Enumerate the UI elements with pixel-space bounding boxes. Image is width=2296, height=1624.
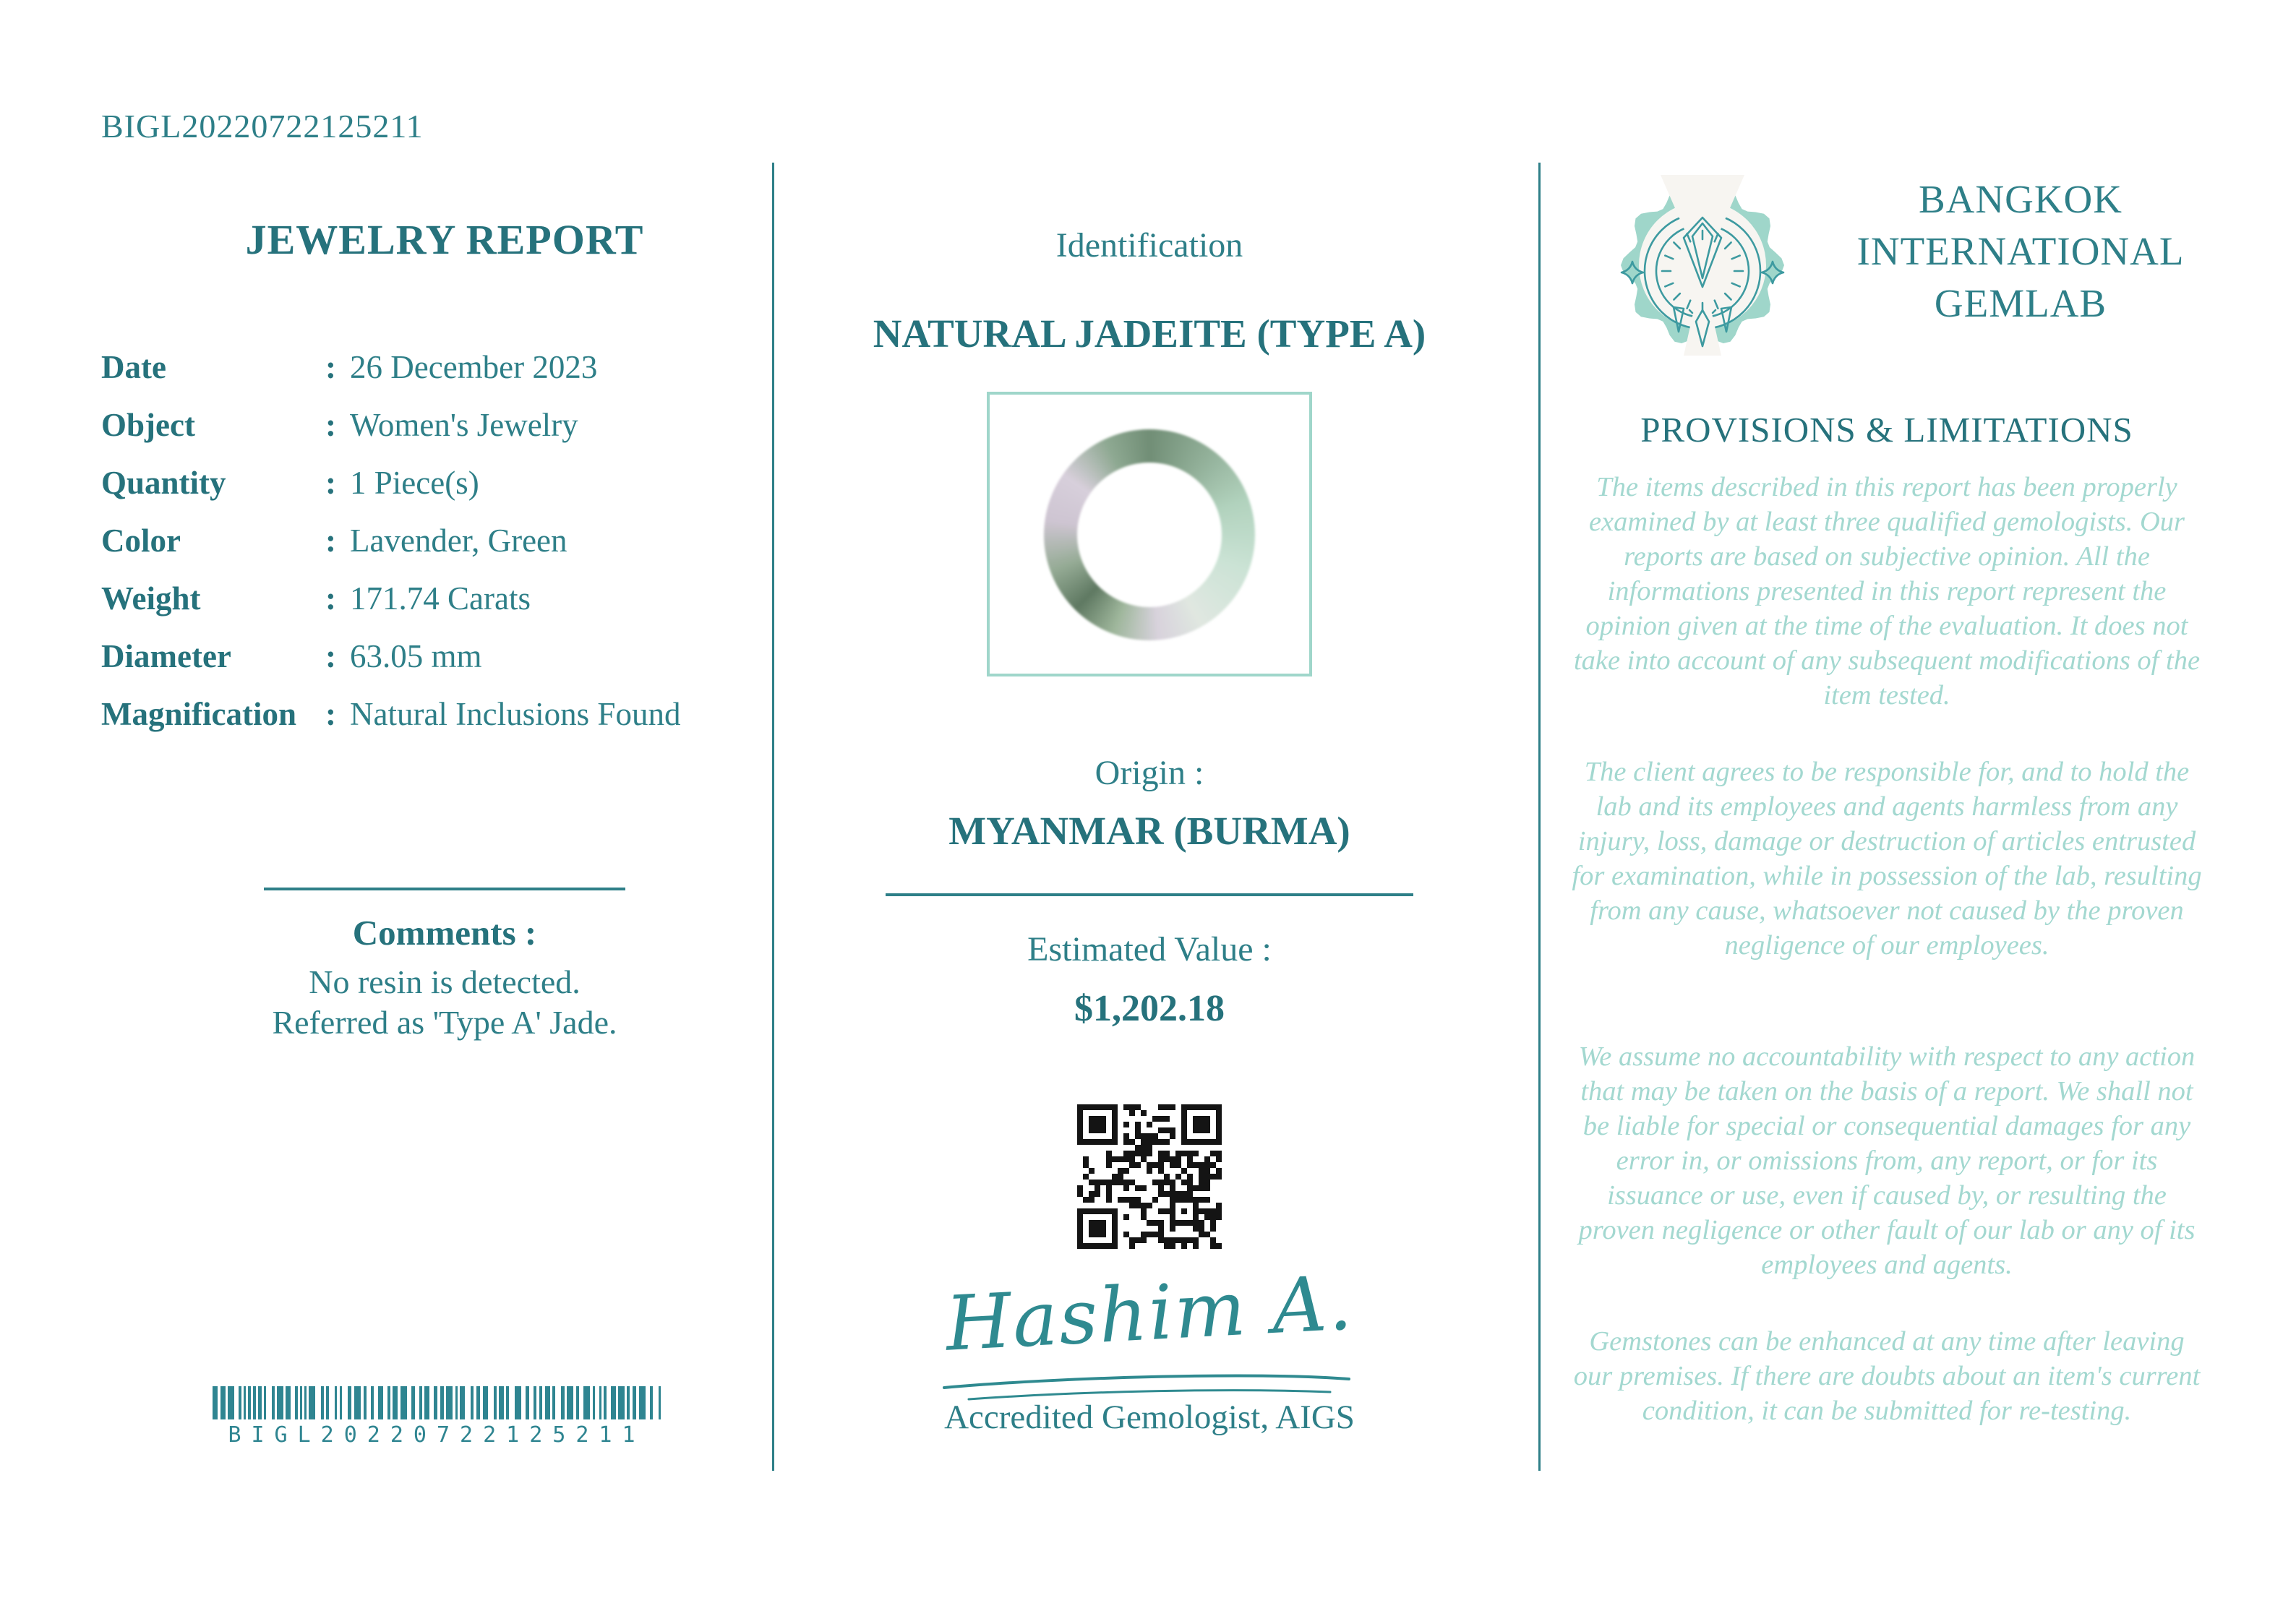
detail-label: Weight — [101, 580, 201, 616]
report-title: JEWELRY REPORT — [245, 216, 644, 263]
detail-value: Women's Jewelry — [350, 407, 578, 443]
detail-label: Quantity — [101, 465, 226, 501]
provisions-paragraph: The client agrees to be responsible for, and to hold the lab and its employees and agents harmless from any injury, loss, damage or destruction of articles entrusted for examination, while in possession of the lab, resulting from any cause, whatsoever not caused by the proven negligence of our employees. — [1572, 757, 2202, 961]
detail-label: Object — [101, 407, 195, 443]
comments-divider — [264, 888, 625, 890]
detail-row — [101, 396, 788, 454]
detail-label: Date — [101, 349, 166, 385]
comment-line: Referred as 'Type A' Jade. — [272, 1004, 617, 1041]
report-details-section — [101, 0, 788, 1624]
detail-colon: : — [325, 407, 336, 443]
detail-label: Color — [101, 523, 181, 559]
lab-name-line: GEMLAB — [1934, 281, 2107, 325]
gemlab-logo — [1612, 175, 1793, 356]
barcode — [213, 1386, 661, 1448]
signatory-title: Accredited Gemologist, AIGS — [944, 1399, 1355, 1436]
detail-colon: : — [325, 638, 336, 674]
detail-label: Diameter — [101, 638, 231, 674]
identification-section — [795, 0, 1504, 1624]
identification-result: NATURAL JADEITE (TYPE A) — [873, 312, 1426, 356]
detail-colon: : — [325, 696, 336, 732]
detail-colon: : — [325, 349, 336, 385]
detail-row — [101, 627, 788, 685]
jade-bangle-photo — [1044, 429, 1255, 640]
lab-name — [1836, 173, 2205, 330]
necklace-icon — [1622, 175, 1783, 356]
detail-row — [101, 512, 788, 570]
details-table — [101, 338, 788, 743]
detail-colon: : — [325, 523, 336, 559]
detail-value: Natural Inclusions Found — [350, 696, 681, 732]
estimated-value-label: Estimated Value : — [1027, 930, 1272, 968]
report-number: BIGL20220722125211 — [101, 108, 424, 145]
provisions-heading: PROVISIONS & LIMITATIONS — [1640, 410, 2133, 450]
column-divider-right — [1538, 163, 1541, 1471]
comments-heading: Comments : — [352, 913, 537, 953]
identification-heading: Identification — [1055, 226, 1243, 265]
detail-value: Lavender, Green — [350, 523, 567, 559]
signature: Hashim A. — [943, 1258, 1355, 1368]
origin-label: Origin : — [1095, 754, 1204, 792]
detail-value: 26 December 2023 — [350, 349, 598, 385]
detail-row — [101, 454, 788, 512]
lab-section — [1569, 0, 2205, 1624]
provisions-paragraph: Gemstones can be enhanced at any time after leaving our premises. If there are doubts about an item's current condition, it can be submitted for re-testing. — [1573, 1326, 2201, 1426]
detail-value: 171.74 Carats — [350, 580, 531, 616]
barcode-bars — [213, 1386, 661, 1419]
detail-row — [101, 570, 788, 627]
detail-row — [101, 338, 788, 396]
provisions-paragraph: The items described in this report has been properly examined by at least three qualified gemologists. Our reports are based on subjective opinion. All the informations presented in this report represent the opinion given at the time of the evaluation. It does not take into account of any subsequent modifications of the item tested. — [1573, 472, 2201, 710]
detail-colon: : — [325, 465, 336, 501]
photo-frame — [987, 392, 1312, 676]
value-divider — [886, 893, 1413, 896]
qr-code — [1077, 1104, 1222, 1249]
estimated-value: $1,202.18 — [1074, 988, 1225, 1029]
lab-name-line: BANGKOK — [1919, 177, 2122, 221]
detail-value: 63.05 mm — [350, 638, 482, 674]
detail-value: 1 Piece(s) — [350, 465, 479, 501]
provisions-paragraph: We assume no accountability with respect to any action that may be taken on the basis of a report. We shall not be liable for special or consequential damages for any error in, or omissions from, any report, or for its issuance or use, even if caused by, or resulting the proven negligence or other fault of our lab or any of its employees and agents. — [1578, 1041, 2196, 1280]
comment-line: No resin is detected. — [309, 963, 581, 1000]
detail-label: Magnification — [101, 696, 296, 732]
detail-colon: : — [325, 580, 336, 616]
detail-row — [101, 685, 788, 743]
barcode-text: BIGL20220722125211 — [228, 1422, 646, 1448]
lab-name-line: INTERNATIONAL — [1856, 229, 2185, 273]
origin-value: MYANMAR (BURMA) — [948, 809, 1350, 853]
